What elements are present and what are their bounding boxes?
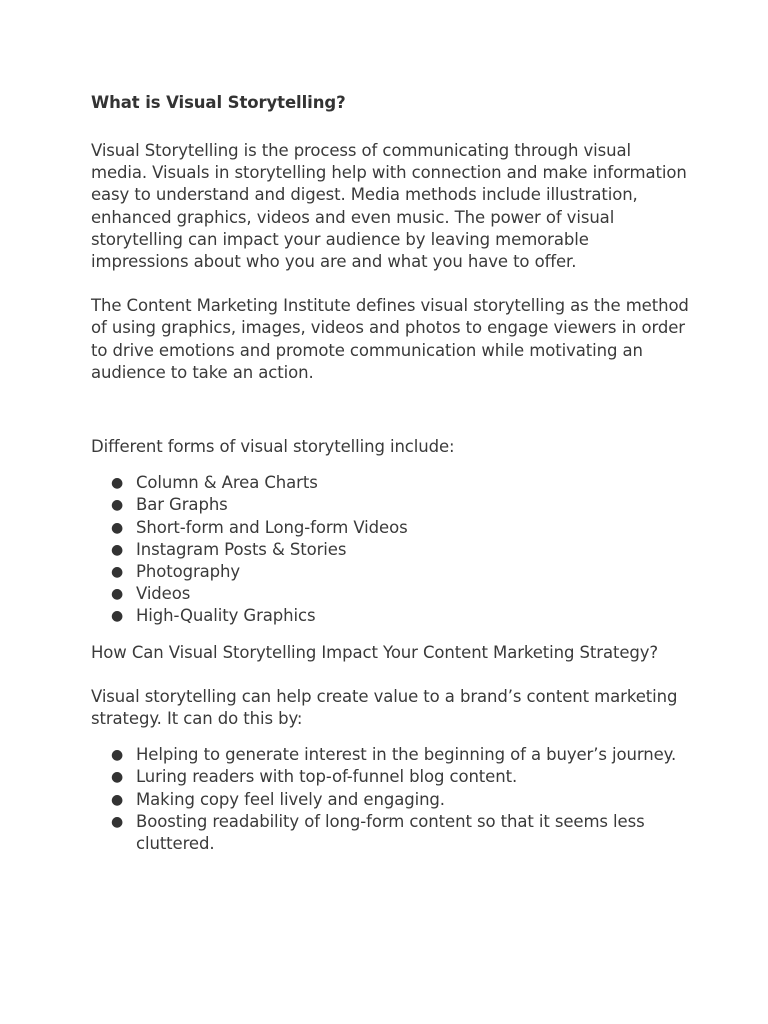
list-item: ● Helping to generate interest in the beginning of a buyer’s journey. [91,744,691,766]
bullet-icon: ● [111,519,124,536]
bullet-icon: ● [111,791,124,808]
list-item: ● Luring readers with top-of-funnel blog content. [91,766,691,788]
list-item: ● Boosting readability of long-form content so that it seems less cluttered. [111,811,645,854]
benefits-list [91,744,691,855]
value-paragraph: Visual storytelling can help create value to a brand’s content marketing strategy. It can do this by: [91,686,678,729]
list-item: ● Videos [91,583,691,605]
bullet-icon: ● [111,475,124,492]
list-item: ● Making copy feel lively and engaging. [91,789,691,811]
list-item: ● Column & Area Charts [91,472,691,494]
bullet-icon: ● [111,747,124,764]
bullet-icon: ● [111,813,124,830]
list-item: ● Instagram Posts & Stories [91,539,691,561]
document-body [91,92,691,855]
definition-paragraph: The Content Marketing Institute defines visual storytelling as the method of using graphics, images, videos and photos to engage viewers in order to drive emotions and promote communication while motivating an audience to take an action. [91,296,689,382]
list-item: ● Short-form and Long-form Videos [91,517,691,539]
list-item: ● Bar Graphs [91,494,691,516]
bullet-icon: ● [111,769,124,786]
list-item: ● Photography [91,561,691,583]
bullet-icon: ● [111,564,124,581]
bullet-icon: ● [111,541,124,558]
forms-list [91,472,691,627]
document-heading: What is Visual Storytelling? [91,93,346,112]
list-item: ● High-Quality Graphics [91,605,691,627]
intro-paragraph: Visual Storytelling is the process of communicating through visual media. Visuals in storytelling help with connection and make information easy to understand and digest. Media methods include illustration, enhanced graphics, videos and even music. The power of visual storytelling can impact your audience by leaving memorable impressions about who you are and what you have to offer. [91,141,687,272]
forms-intro-paragraph: Different forms of visual storytelling include: [91,437,455,457]
impact-question-paragraph: How Can Visual Storytelling Impact Your Content Marketing Strategy? [91,642,659,662]
bullet-icon: ● [111,608,124,625]
bullet-icon: ● [111,586,124,603]
bullet-icon: ● [111,497,124,514]
